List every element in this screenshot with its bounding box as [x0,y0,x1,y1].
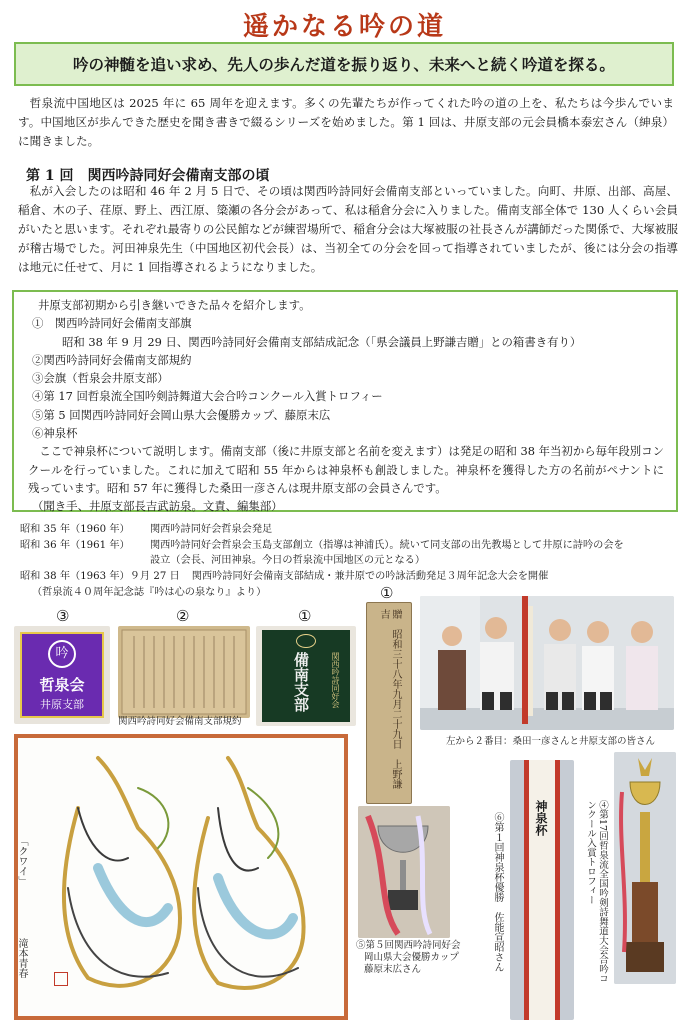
group-photo [420,596,674,730]
photo-number-2: ② [176,607,190,625]
item-1-sub: 昭和 38 年 9 月 29 日、関西吟詩同好会備南支部結成記念（「県会議員上野謙吉贈」との箱書き有り） [62,334,582,349]
purple-flag [20,632,104,718]
pennant [524,760,560,1020]
cup-caption: ⑤第５回関西吟詩同好会 岡山県大会優勝カップ 藤原末広さん [356,940,461,975]
rules-caption: 関西吟詩同好会備南支部規約 [118,716,242,727]
emblem-icon [296,634,316,648]
items-lead: 井原支部初期から引き継いできた品々を紹介します。 [38,298,311,312]
item-6: ⑥神泉杯 [32,426,78,441]
timeline-row: 設立（会長、河田神泉。今日の哲泉流中国地区の元となる） [150,555,426,566]
wooden-box-photo [366,602,412,804]
flag-3-photo [14,626,110,724]
item-2: ②関西吟詩同好会備南支部規約 [32,352,192,367]
photo-number-1a: ① [298,607,312,625]
group-caption: 左から２番目：桑田一彦さんと井原支部の皆さん [446,736,656,747]
timeline-row: 昭和 36 年（1961 年） 関西吟詩同好会哲泉会玉島支部創立（指導は神浦氏）。続いて同支部の出先教場として井原に詩吟の会を [20,539,624,551]
parchment-lines [118,626,250,718]
green-flag [262,630,350,722]
pennant-photo [510,760,574,1020]
flag-1-photo [256,626,356,726]
item-4: ④第 17 回哲泉流全国吟剣詩舞道大会合吟コンクール入賞トロフィー [32,389,383,404]
rules-photo [118,626,250,718]
trophy-photo [614,752,676,984]
group-people [420,596,674,730]
items-explanation: ここで神泉杯について説明します。備南支部（後に井原支部と名前を変えます）は発足の昭和 38 年当初から毎年段別コンクールを行っていました。これに加えて昭和 55 年からは神泉杯も創設しました。神泉杯を獲得した方の名前がペナントに残っています。昭和 57 年に獲得した桑田一彦さんは現井原支部の会員さんです。 [28,444,664,495]
photo-number-1b: ① [380,584,394,602]
item-5: ⑤第 5 回関西吟詩同好会岡山県大会優勝カップ、藤原末広 [32,407,331,422]
timeline-row: 昭和 38 年（1963 年）９月 27 日 関西吟詩同好会備南支部結成・兼井原での吟詠活動発足３周年記念大会を開催 [20,570,549,582]
photo-number-3: ③ [56,607,70,625]
cup-photo [358,806,450,938]
section-body: 私が入会したのは昭和 46 年 2 月 5 日で、その頃は関西吟詩同好会備南支部といっていました。向町、井原、出部、高屋、稲倉、木の子、荏原、野上、西江原、簗瀬の各分会があって、私は稲倉分会に入りました。備南支部全体で 130 人くらい会員がいたと思います。それぞれ最寄りの公民館などが練習場所で、稲倉分会は大塚被服の社長さんが講師だった関係で、大塚被服が稽古場でした。河田神泉先生（中国地区初代会長）は、当初全ての分会を回って指導されていましたが、後には分会の指導は地元に任せて、月に 1 回指導されるようになりました。 [18,184,678,274]
item-3: ③会旗（哲泉会井原支部） [32,371,169,386]
trophy-caption: ④第17回哲泉流全国吟剣詩舞道大会合吟コンクール入賞トロフィー [585,800,608,984]
art-caption: 「クワイ」 [16,836,27,886]
pennant-text: 神泉杯 [534,800,548,836]
box-inscription: 贈 昭和三十八年九月二十九日 上野謙吉 [378,609,401,789]
timeline [20,522,680,584]
flag-1-text: 備南支部 [292,652,310,712]
flag-1-side-text: 関西吟詩同好会 [331,652,340,708]
cup-trophy [358,806,450,938]
items-credit: （聞き手、井原支部長吉武訪泉。文責、編集部） [32,499,283,514]
flag-3-bottom-text: 井原支部 [40,698,84,711]
art-artist: 滝本青春 [16,938,27,978]
subtitle-text: 吟の神髄を追い求め、先人の歩んだ道を振り返り、未来へと続く吟道を探る。 [73,56,615,74]
item-1: ① 関西吟詩同好会備南支部旗 [32,316,192,331]
timeline-row: 昭和 35 年（1960 年） 関西吟詩同好会哲泉会発足 [20,524,273,535]
items-box [12,290,678,512]
source-note: （哲泉流４０周年記念誌『吟は心の泉なり』より） [32,587,267,598]
flag-3-top-text: 哲泉会 [39,676,85,694]
page-title: 遥かなる吟の道 [242,12,446,42]
intro-paragraph: 哲泉流中国地区は 2025 年に 65 周年を迎えます。多くの先輩たちが作ってくれた吟の道の上を、私たちは今歩んでいます。中国地区が歩んできた歴史を聞き書きで綴るシリーズを始めました。第 1 回は、井原支部の元会員橋本泰宏さん（紳泉）に聞きました。 [18,96,674,148]
seal-stamp-icon [54,972,68,986]
section-title: 第 1 回 関西吟詩同好会備南支部の頃 [26,168,270,184]
pennant-caption: ⑥第１回神泉杯優勝 佐能宣昭さん [492,812,503,972]
trophy [614,752,676,984]
emblem-icon: 吟 [48,640,76,668]
subtitle-banner [14,42,674,86]
